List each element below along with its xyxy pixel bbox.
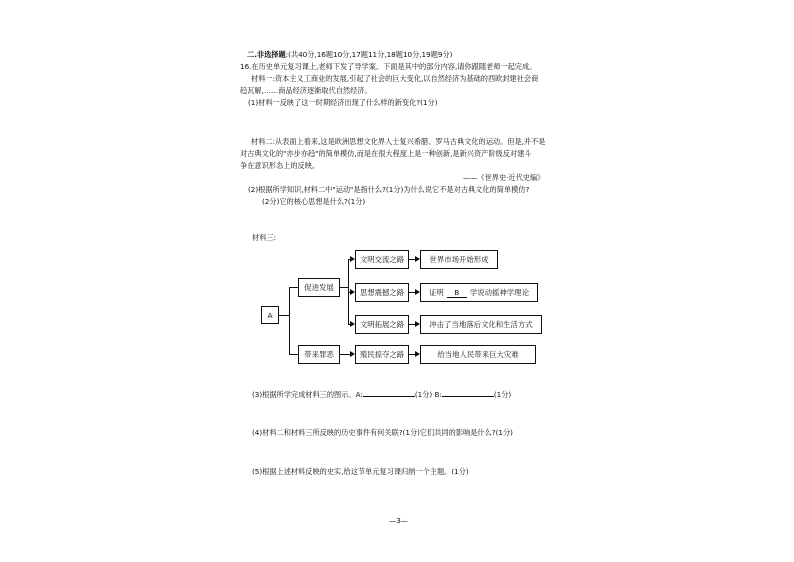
box-road3 — [355, 315, 409, 334]
blank-b: B — [447, 288, 467, 298]
material-1-line-1: 材料一:资本主义工商业的发展,引起了社会的巨大变化,以自然经济为基础的西欧封建社会商 — [251, 74, 539, 83]
box-result-3-text: 冲击了当地落后文化和生活方式 — [429, 320, 533, 329]
box-road2 — [355, 283, 409, 302]
line-to-develop — [289, 287, 298, 288]
result-2-prefix: 证明 — [429, 288, 444, 297]
question-3-suffix: (1分) — [493, 390, 512, 399]
question-4: (4)材料二和材料三所反映的历史事件有何关联?(1分)它们共同的影响是什么?(1分) — [252, 428, 513, 437]
section-scoring: :(共40分,16题10分,17题11分,18题10分,19题9分) — [285, 50, 453, 59]
line-develop-out — [340, 287, 348, 288]
material-2-line-1: 材料二:从表面上看来,这是欧洲思想文化界人士复兴希腊、罗马古典文化的运动。但是,并不是 — [251, 137, 546, 146]
box-disaster — [298, 345, 340, 364]
material-2-source: ——《世界史·近代史编》 — [463, 173, 545, 182]
section-title: 二.非选择题 — [247, 50, 286, 59]
question-3 — [252, 389, 511, 399]
box-disaster-text: 带来罪恶 — [304, 350, 334, 359]
box-result-4 — [420, 345, 536, 364]
box-a — [261, 306, 279, 324]
question-2-line-1: (2)根据所学知识,材料二中"运动"是指什么?(1分)为什么说它不是对古典文化的简单模仿? — [248, 185, 530, 194]
box-result-1-text: 世界市场开始形成 — [429, 255, 489, 264]
box-road2-text: 思想震撼之路 — [359, 288, 405, 297]
question-5: (5)根据上述材料反映的史实,给这节单元复习课归纳一个主题。(1分) — [252, 467, 469, 476]
material-2-line-2: 对古典文化的"亦步亦趋"的简单模仿,而是在很大程度上是一种创新,是新兴资产阶级反对建斗 — [240, 149, 532, 158]
box-result-1 — [420, 250, 498, 269]
box-road1 — [355, 250, 409, 269]
line-a-to-trunk — [279, 315, 289, 316]
box-road3-text: 文明拓展之路 — [359, 320, 405, 329]
question-3-middle: (1分) B: — [414, 390, 442, 399]
box-a-text: A — [267, 310, 273, 320]
question-2-line-2: (2分)它的核心思想是什么?(1分) — [262, 197, 366, 206]
answer-blank-b[interactable] — [442, 389, 494, 397]
result-2-suffix: 学说动摇神学理论 — [469, 288, 529, 297]
material-2-line-3: 争在意识形态上的反映。 — [240, 161, 320, 170]
box-road4 — [355, 345, 409, 364]
line-to-disaster — [289, 354, 298, 355]
box-develop-text: 促进发展 — [304, 283, 334, 292]
question-3-prefix: (3)根据所学完成材料三的图示。A: — [252, 390, 363, 399]
box-result-3 — [420, 315, 542, 334]
box-road4-text: 殖民掠夺之路 — [359, 350, 405, 359]
box-road1-text: 文明交流之路 — [359, 255, 405, 264]
material-1-line-2: 趋瓦解,……商品经济逐渐取代自然经济。 — [240, 86, 372, 95]
box-result-4-text: 给当地人民带来巨大灾难 — [437, 350, 519, 359]
box-develop — [298, 278, 340, 297]
page-number: —3— — [389, 516, 408, 525]
material-3-label: 材料三: — [252, 233, 276, 242]
question-intro: 16.在历史单元复习课上,老师下发了导学案。下面是其中的部分内容,请你跟随老师一起完成。 — [240, 62, 537, 71]
box-result-2 — [420, 283, 538, 302]
question-1: (1)材料一反映了这一时期经济出现了什么样的新变化?(1分) — [248, 98, 438, 107]
trunk-vertical — [289, 287, 290, 354]
answer-blank-a[interactable] — [363, 389, 415, 397]
section-heading — [247, 50, 452, 59]
